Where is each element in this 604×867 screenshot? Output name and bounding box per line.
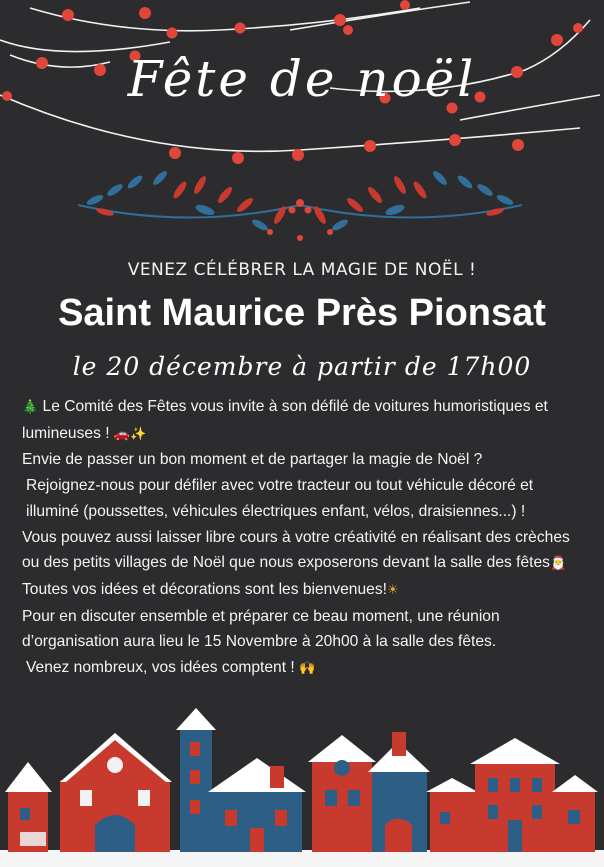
house-center xyxy=(308,732,430,852)
house-blue xyxy=(208,758,306,852)
poster-title: Fête de noël xyxy=(127,50,477,108)
house-tower xyxy=(176,708,216,852)
paragraph-nombreux: Venez nombreux, vos idées comptent ! 🙌 xyxy=(26,659,316,677)
paragraph-envie: Envie de passer un bon moment et de partager la magie de Noël ? xyxy=(22,451,483,469)
village-illustration xyxy=(0,708,604,867)
tree-icon: 🎄 xyxy=(22,400,39,415)
paragraph-invite: 🎄 Le Comité des Fêtes vous invite à son défilé de voitures humoristiques et lumineuses ! 🚗✨ xyxy=(22,398,548,442)
house-left xyxy=(5,733,172,852)
sun-icon: ☀ xyxy=(386,582,399,598)
foliage-garland xyxy=(78,169,522,241)
raised-hands-icon: 🙌 xyxy=(299,661,316,677)
paragraph-idees: Toutes vos idées et décorations sont les bienvenues!☀ xyxy=(22,580,399,598)
paragraph-reunion: Pour en discuter ensemble et préparer ce beau moment, une réunion d’organisation aura lieu le 15 Novembre à 20h00 à la salle des fêtes. xyxy=(22,607,500,651)
paragraph-creativite: Vous pouvez aussi laisser libre cours à votre créativité en réalisant des crèches ou des petits villages de Noël que nous exposerons devant la salle des fêtes🎅 xyxy=(22,528,570,572)
event-date: le 20 décembre à partir de 17h00 xyxy=(72,352,532,381)
car-sparkle-icon: 🚗✨ xyxy=(113,426,147,442)
house-right xyxy=(426,738,598,852)
paragraph-rejoignez: Rejoignez-nous pour défiler avec votre tracteur ou tout véhicule décoré et illuminé (poussettes, véhicules électriques enfant, vélos, draisiennes...) ! xyxy=(26,477,534,520)
place-name: Saint Maurice Près Pionsat xyxy=(58,292,546,334)
tagline: VENEZ CÉLÉBRER LA MAGIE DE NOËL ! xyxy=(127,260,477,280)
invitation-text xyxy=(22,394,588,682)
santa-icon: 🎅 xyxy=(549,556,567,572)
